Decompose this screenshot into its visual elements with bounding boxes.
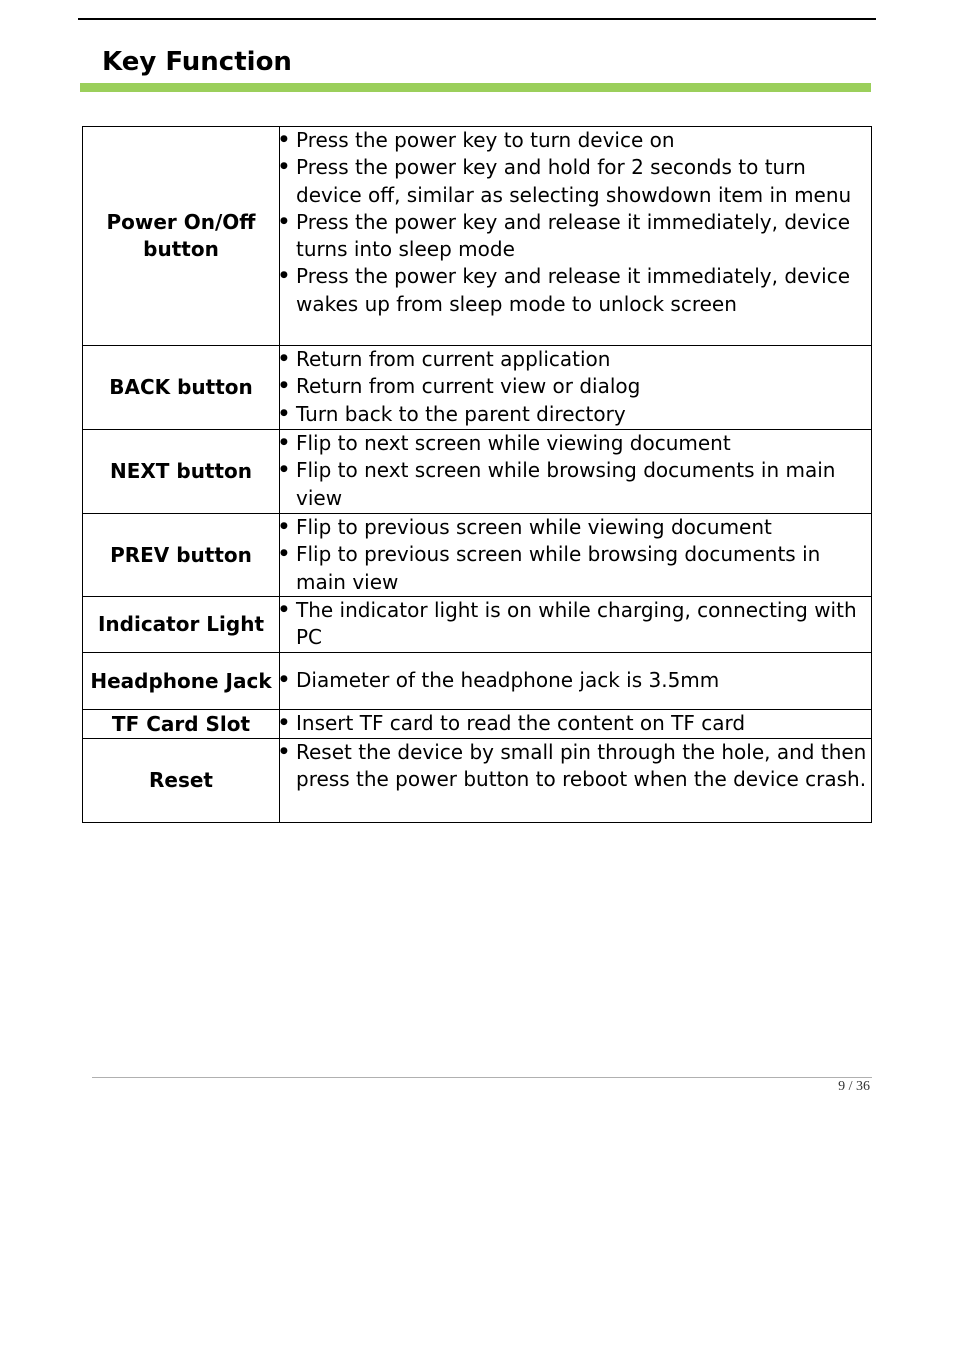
list-item-text: Flip to previous screen while browsing documents in main view [296, 542, 821, 594]
table-row [83, 739, 872, 823]
list-item [280, 263, 871, 318]
list-item-text: Flip to previous screen while viewing document [296, 515, 772, 539]
key-name-cell: PREV button [83, 514, 280, 597]
list-item-text: The indicator light is on while charging, connecting with PC [296, 598, 857, 650]
list-item-text: Turn back to the parent directory [296, 401, 626, 426]
list-item [280, 127, 871, 154]
list-item-text: Press the power key and hold for 2 seconds to turn device off, similar as selecting showdown item in menu [296, 155, 852, 207]
bullet-icon: ● [280, 717, 288, 727]
bullet-icon: ● [280, 407, 288, 418]
key-description-cell [280, 514, 872, 597]
description-list [280, 127, 871, 318]
page-number: 9 / 36 [838, 1079, 870, 1094]
bullet-icon: ● [280, 746, 288, 756]
list-item [280, 710, 871, 737]
title-accent-bar [80, 83, 871, 92]
table-row [83, 514, 872, 597]
description-list [280, 597, 871, 652]
list-item [280, 154, 871, 209]
bullet-icon: ● [280, 161, 288, 172]
list-item-text: Return from current view or dialog [296, 374, 641, 399]
key-description-cell [280, 597, 872, 653]
list-item [280, 457, 871, 512]
list-item [280, 346, 871, 373]
description-list [280, 430, 871, 512]
list-item [280, 373, 871, 400]
key-name-cell: NEXT button [83, 430, 280, 514]
bullet-icon: ● [280, 353, 288, 363]
key-name-cell: Indicator Light [83, 597, 280, 653]
bullet-icon: ● [280, 270, 288, 281]
key-name-cell: Power On/Off button [83, 127, 280, 346]
table-row [83, 127, 872, 346]
list-item-text: Press the power key and release it immediately, device turns into sleep mode [296, 209, 851, 262]
list-item-text: Press the power key and release it immediately, device wakes up from sleep mode to unlock screen [296, 264, 851, 316]
bullet-icon: ● [280, 380, 288, 391]
description-list [280, 710, 871, 737]
description-list [280, 667, 871, 694]
list-item [280, 667, 871, 694]
bullet-icon: ● [280, 437, 288, 447]
key-description-cell [280, 653, 872, 710]
bullet-icon: ● [280, 548, 288, 559]
bullet-icon: ● [280, 134, 288, 144]
description-list [280, 739, 871, 794]
list-item-text: Reset the device by small pin through the hole, and then press the power button to reboot when the device crash. [296, 740, 867, 792]
list-item-text: Flip to next screen while browsing documents in main view [296, 458, 836, 510]
key-name-cell: TF Card Slot [83, 710, 280, 739]
list-item [280, 430, 871, 457]
key-description-cell [280, 430, 872, 514]
list-item-text: Return from current application [296, 347, 611, 371]
table-row [83, 346, 872, 430]
footer-rule [92, 1077, 872, 1078]
key-description-cell [280, 127, 872, 346]
page-title: Key Function [102, 47, 292, 77]
key-description-cell [280, 739, 872, 823]
bullet-icon: ● [280, 521, 288, 531]
list-item-text: Press the power key to turn device on [296, 128, 675, 152]
key-description-cell [280, 346, 872, 430]
bullet-icon: ● [280, 215, 288, 226]
bullet-icon: ● [280, 464, 288, 475]
key-function-rows [83, 127, 872, 823]
key-name-cell: Headphone Jack [83, 653, 280, 710]
description-list [280, 514, 871, 596]
description-list [280, 346, 871, 428]
table-row [83, 710, 872, 739]
list-item [280, 401, 871, 428]
key-name-cell: Reset [83, 739, 280, 823]
list-item-text: Insert TF card to read the content on TF card [296, 711, 746, 735]
list-item-text: Flip to next screen while viewing document [296, 431, 731, 455]
list-item [280, 514, 871, 541]
list-item-text: Diameter of the headphone jack is 3.5mm [296, 668, 720, 693]
list-item [280, 541, 871, 596]
list-item [280, 597, 871, 652]
table-row [83, 653, 872, 710]
bullet-icon: ● [280, 604, 288, 614]
table-row [83, 430, 872, 514]
table-row [83, 597, 872, 653]
list-item [280, 739, 871, 794]
bullet-icon: ● [280, 674, 288, 685]
key-function-table [82, 126, 872, 823]
list-item [280, 209, 871, 264]
header-rule [78, 18, 876, 20]
key-name-cell: BACK button [83, 346, 280, 430]
key-description-cell [280, 710, 872, 739]
